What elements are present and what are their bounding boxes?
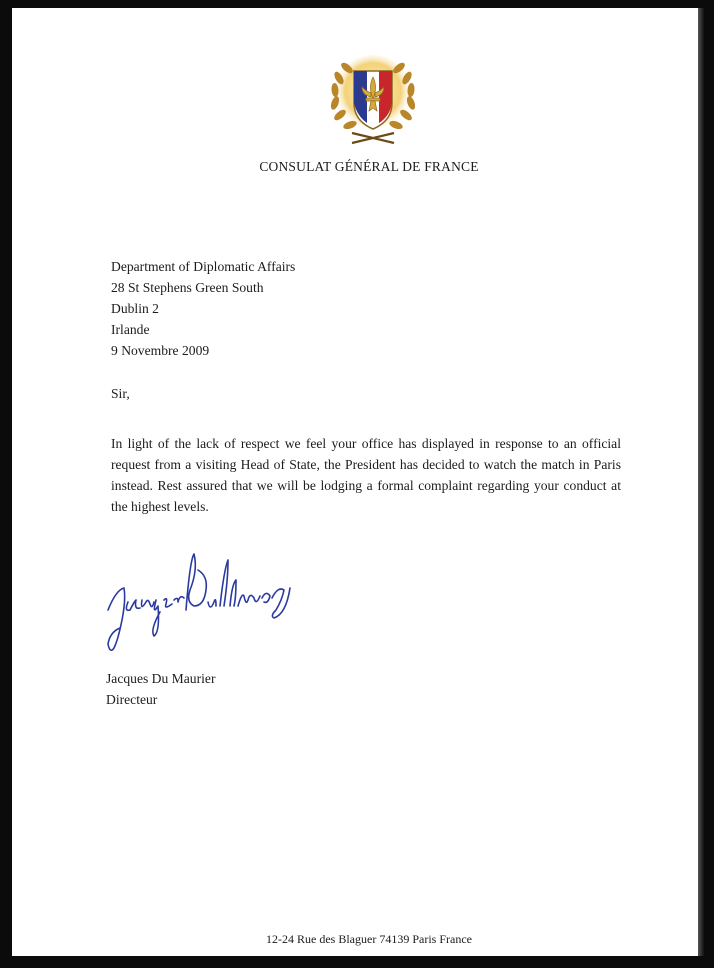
- signatory-name: Jacques Du Maurier: [106, 671, 216, 686]
- salutation: Sir,: [111, 386, 130, 401]
- address-line: Dublin 2: [111, 301, 159, 316]
- letter-page: [12, 8, 698, 956]
- letter-body: In light of the lack of respect we feel your office has displayed in response to an official request from a visiting Head of State, the President has decided to watch the match in Paris instead. Rest assured that we will be lodging a formal complaint regarding your conduct at the highest levels.: [111, 436, 621, 514]
- recipient-address: [111, 256, 295, 361]
- signatory: [106, 668, 215, 710]
- address-line: Irlande: [111, 322, 150, 337]
- letter-date: 9 Novembre 2009: [111, 343, 210, 358]
- address-line: Department of Diplomatic Affairs: [111, 259, 296, 274]
- address-line: 28 St Stephens Green South: [111, 280, 264, 295]
- signature-icon: [94, 540, 304, 665]
- consulate-crest-icon: [322, 53, 424, 149]
- signatory-title: Directeur: [106, 692, 158, 707]
- consulate-name: CONSULAT GÉNÉRAL DE FRANCE: [259, 159, 479, 174]
- footer-address: 12-24 Rue des Blaguer 74139 Paris France: [266, 932, 472, 946]
